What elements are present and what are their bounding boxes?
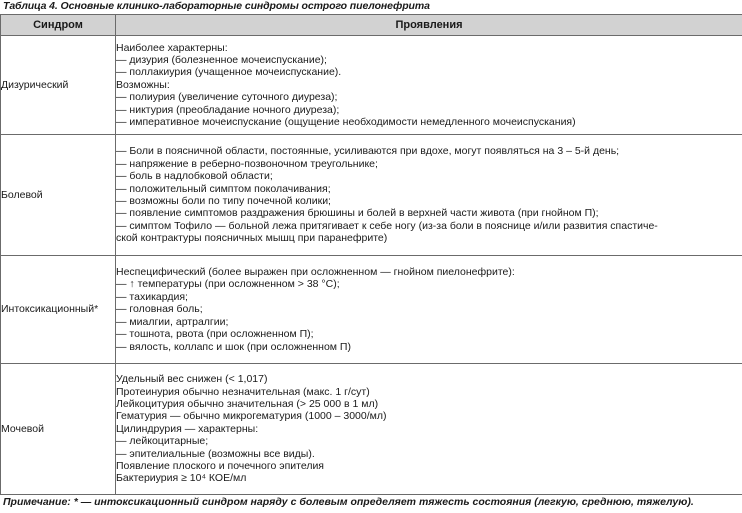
manifestation-line: — дизурия (болезненное мочеиспускание);: [116, 53, 327, 66]
header-manifestations: Проявления: [116, 15, 742, 36]
manifestation-line: Возможны:: [116, 78, 170, 91]
manifestation-line: — миалгии, артралгии;: [116, 315, 229, 328]
syndrome-name: Интоксикационный*: [1, 256, 116, 364]
manifestation-line: Неспецифический (более выражен при осложненном — гнойном пиелонефрите):: [116, 266, 515, 279]
manifestation-line: Наиболее характерны:: [116, 41, 228, 54]
table-caption: Таблица 4. Основные клинико-лабораторные синдромы острого пиелонефрита: [3, 0, 430, 12]
manifestation-line: Лейкоцитурия обычно значительная (> 25 000 в 1 мл): [116, 397, 379, 410]
manifestation-line: — вялость, коллапс и шок (при осложненном П): [116, 340, 351, 353]
syndrome-name: Дизурический: [1, 36, 116, 135]
manifestation-line: — возможны боли по типу почечной колики;: [116, 195, 331, 207]
manifestation-line: Гематурия — обычно микрогематурия (1000 – 3000/мл): [116, 410, 387, 423]
manifestations-cell: [116, 36, 742, 135]
manifestation-line: — лейкоцитарные;: [116, 435, 209, 448]
manifestation-line: Удельный вес снижен (< 1,017): [116, 373, 268, 386]
syndrome-name: Мочевой: [1, 364, 116, 495]
syndrome-name: Болевой: [1, 135, 116, 256]
manifestations-cell: [116, 256, 742, 364]
manifestation-line: — эпителиальные (возможны все виды).: [116, 447, 315, 460]
table-row-intoxication: [1, 256, 742, 364]
manifestation-line: Появление плоского и почечного эпителия: [116, 460, 324, 473]
manifestation-line: — тахикардия;: [116, 290, 188, 303]
manifestation-line: — положительный симптом поколачивания;: [116, 182, 331, 195]
table-note: Примечание: * — интоксикационный синдром наряду с болевым определяет тяжесть состояния (легкую, среднюю, тяжелую).: [3, 496, 694, 508]
manifestation-line: — поллакиурия (учащенное мочеиспускание).: [116, 66, 342, 79]
manifestations-cell: [116, 364, 742, 495]
table-row-dysuric: [1, 36, 742, 135]
manifestation-line: Бактериурия ≥ 10⁴ КОЕ/мл: [116, 472, 247, 485]
manifestation-line: — боль в надлобковой области;: [116, 170, 273, 183]
manifestation-line: — головная боль;: [116, 303, 203, 316]
manifestation-line: — напряжение в реберно-позвоночном треугольнике;: [116, 157, 378, 170]
table-row-pain: [1, 135, 742, 256]
header-syndrome: Синдром: [1, 15, 116, 36]
table-header-row: [1, 15, 742, 36]
manifestation-line: — симптом Тофило — больной лежа притягивает к себе ногу (из-за боли в пояснице и/или развития спастиче-: [116, 219, 658, 232]
manifestation-line: — ↑ температуры (при осложненном > 38 °С);: [116, 278, 340, 291]
manifestation-line: Цилиндрурия — характерны:: [116, 422, 259, 435]
manifestations-cell: [116, 135, 742, 256]
table-row-urinary: [1, 364, 742, 495]
manifestation-line: Протеинурия обычно незначительная (макс. 1 г/сут): [116, 385, 370, 398]
manifestation-line: ской контрактуры поясничных мышц при паранефрите): [116, 232, 388, 245]
manifestation-line: — Боли в поясничной области, постоянные, усиливаются при вдохе, могут появляться на 3 – 5-й день;: [116, 145, 620, 158]
manifestation-line: — императивное мочеиспускание (ощущение необходимости немедленного мочеиспускания): [116, 116, 576, 129]
manifestation-line: — появление симптомов раздражения брюшины и болей в верхней части живота (при гнойном П);: [116, 207, 599, 220]
syndromes-table: [0, 14, 742, 495]
manifestation-line: — полиурия (увеличение суточного диуреза);: [116, 91, 338, 104]
manifestation-line: — тошнота, рвота (при осложненном П);: [116, 328, 314, 341]
manifestation-line: — никтурия (преобладание ночного диуреза);: [116, 103, 340, 116]
